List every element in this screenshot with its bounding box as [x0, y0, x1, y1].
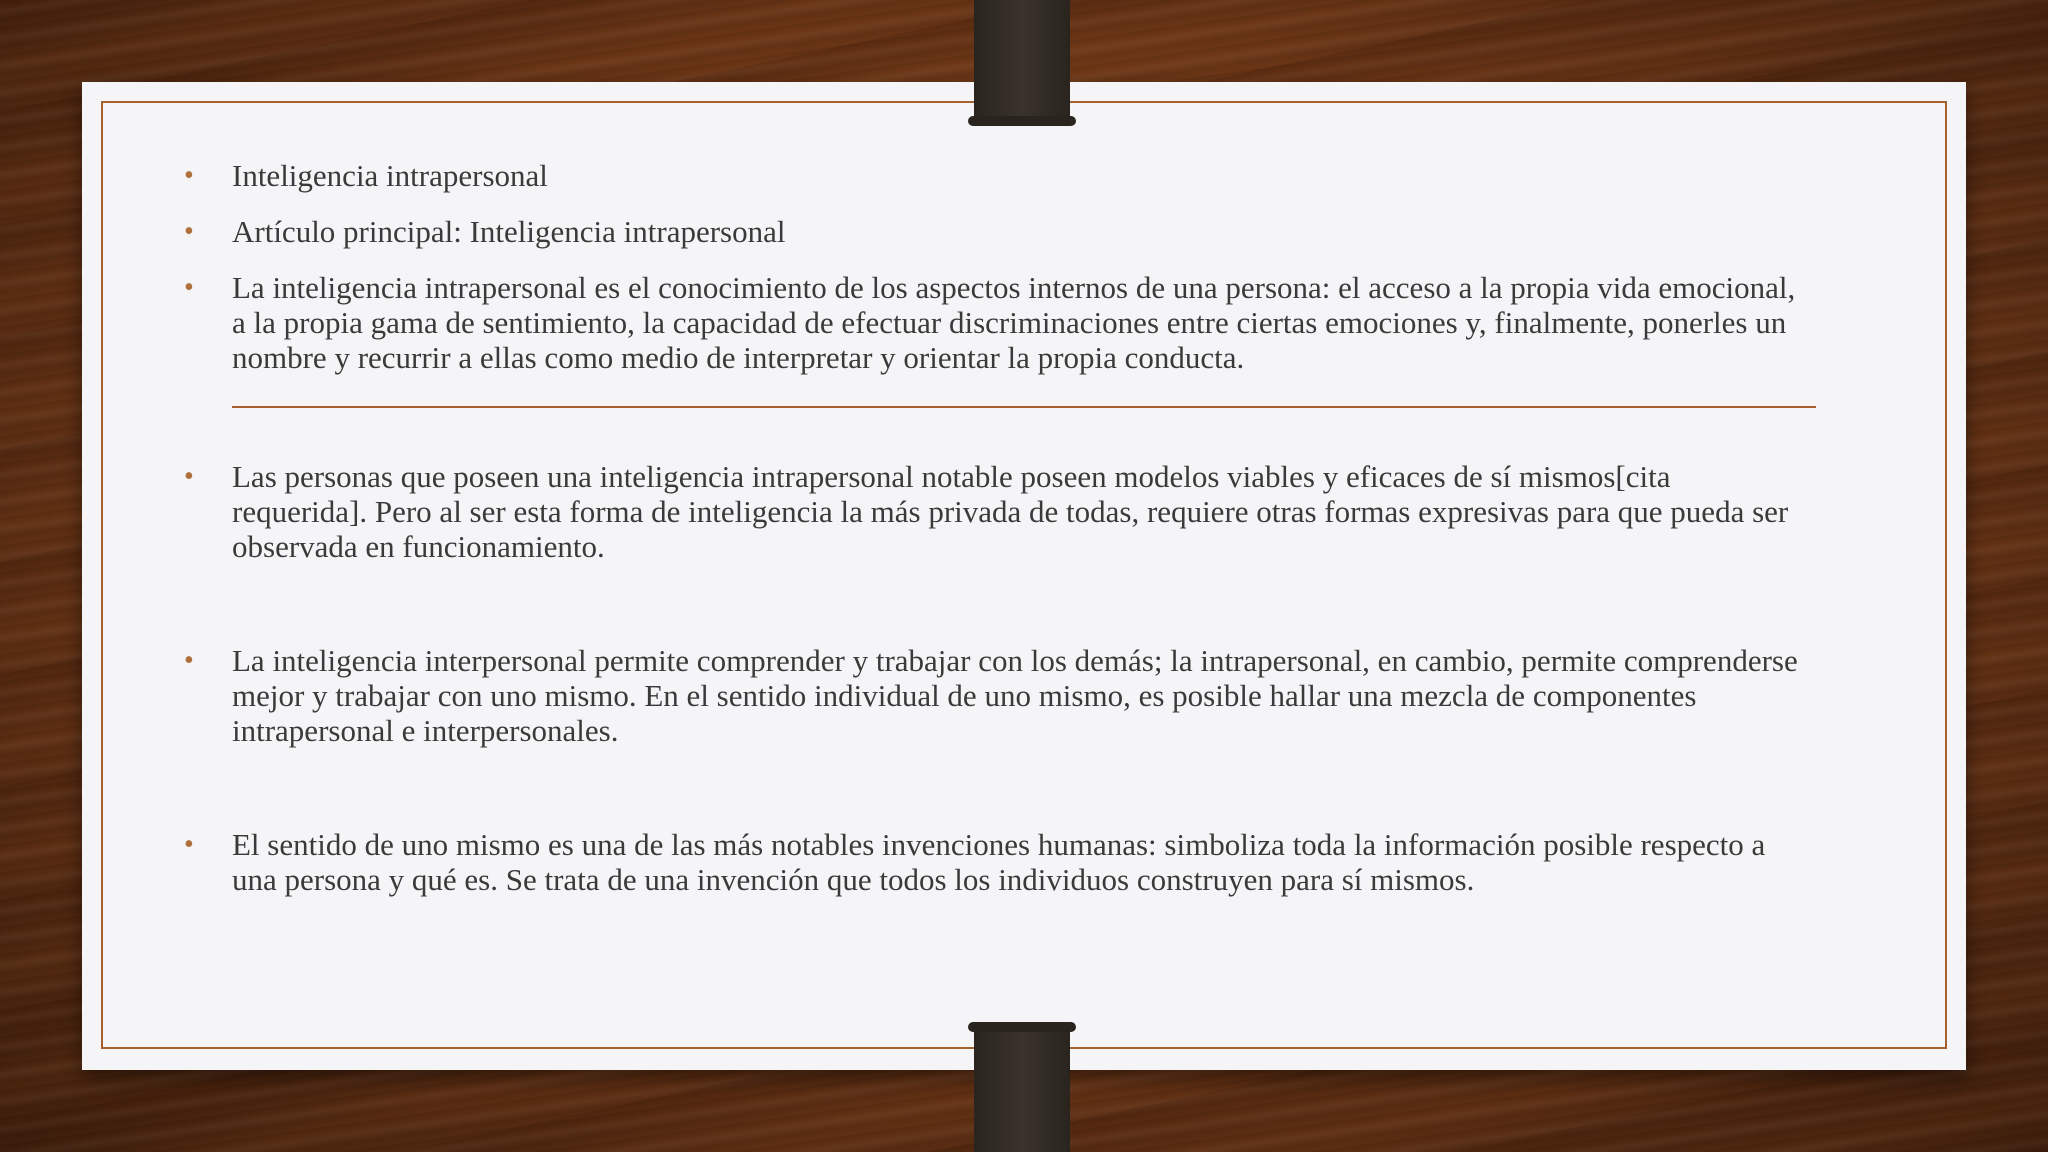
- bottom-clip: [974, 1026, 1070, 1152]
- slide-content: [180, 158, 1800, 897]
- bullet-dot: •: [184, 645, 194, 676]
- bullet-item: [180, 643, 1800, 748]
- bullet-text: La inteligencia intrapersonal es el conocimiento de los aspectos internos de una persona: el acceso a la propia vida emocional, a la propia gama de sentimiento, la capacidad de efectuar discriminaciones entre ciertas emociones y, finalmente, ponerles un nombre y recurrir a ellas como medio de interpretar y orientar la propia conducta.: [232, 270, 1796, 375]
- bullet-dot: •: [184, 216, 194, 247]
- bullet-item: [180, 827, 1800, 897]
- bullet-text: Artículo principal: Inteligencia intrapersonal: [232, 214, 786, 249]
- top-clip: [974, 0, 1070, 122]
- bullet-text: Inteligencia intrapersonal: [232, 158, 548, 193]
- bullet-dot: •: [184, 829, 194, 860]
- bullet-item: [180, 158, 1800, 193]
- bullet-dot: •: [184, 461, 194, 492]
- bullet-item: [180, 214, 1800, 249]
- bullet-item: [180, 270, 1800, 375]
- bullet-text: La inteligencia interpersonal permite comprender y trabajar con los demás; la intrapersonal, en cambio, permite comprenderse mejor y trabajar con uno mismo. En el sentido individual de uno mismo, es posible hallar una mezcla de componentes intrapersonal e interpersonales.: [232, 643, 1798, 748]
- bullet-text: Las personas que poseen una inteligencia intrapersonal notable poseen modelos viables y eficaces de sí mismos[cita requerida]. Pero al ser esta forma de inteligencia la más privada de todas, requiere otras formas expresivas para que pueda ser observada en funcionamiento.: [232, 459, 1789, 564]
- bullet-text: El sentido de uno mismo es una de las más notables invenciones humanas: simboliza toda la información posible respecto a una persona y qué es. Se trata de una invención que todos los individuos construyen para sí mismos.: [232, 827, 1766, 897]
- bullet-dot: •: [184, 160, 194, 191]
- bullet-dot: •: [184, 272, 194, 303]
- bullet-item: [180, 459, 1800, 564]
